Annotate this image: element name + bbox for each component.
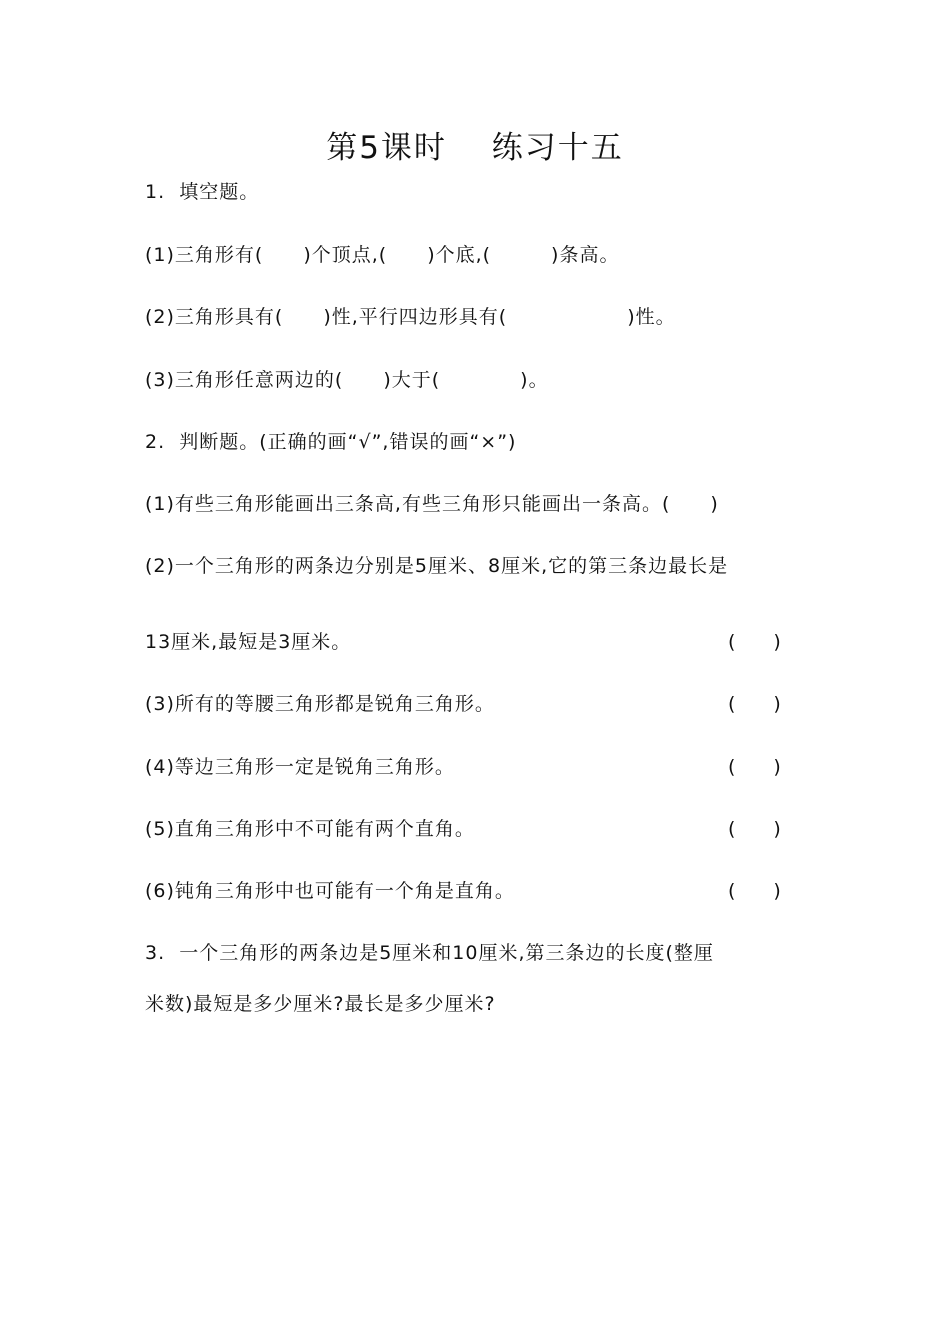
judge-item-2-line1: (2)一个三角形的两条边分别是5厘米、8厘米,它的第三条边最长是 (145, 555, 729, 577)
judge-item-6: (6)钝角三角形中也可能有一个角是直角。 (145, 880, 515, 902)
judge-item-4: (4)等边三角形一定是锐角三角形。 (145, 756, 455, 778)
section1-heading: 1. 填空题。 (145, 181, 260, 203)
page-title: 第5课时 练习十五 (326, 130, 624, 166)
section3-line2: 米数)最短是多少厘米?最长是多少厘米? (145, 993, 496, 1015)
section3-line1: 3. 一个三角形的两条边是5厘米和10厘米,第三条边的长度(整厘 (145, 942, 714, 964)
fill-item-2: (2)三角形具有( )性,平行四边形具有( )性。 (145, 306, 676, 328)
judge-item-3: (3)所有的等腰三角形都是锐角三角形。 (145, 693, 495, 715)
answer-bracket: ( ) (728, 631, 781, 653)
judge-item-1: (1)有些三角形能画出三条高,有些三角形只能画出一条高。( ) (145, 493, 719, 515)
answer-bracket: ( ) (728, 756, 781, 778)
answer-bracket: ( ) (728, 693, 781, 715)
section2-heading: 2. 判断题。(正确的画“√”,错误的画“×”) (145, 431, 517, 453)
fill-item-3: (3)三角形任意两边的( )大于( )。 (145, 369, 549, 391)
fill-item-1: (1)三角形有( )个顶点,( )个底,( )条高。 (145, 244, 620, 266)
judge-item-2-line2: 13厘米,最短是3厘米。 (145, 631, 352, 653)
answer-bracket: ( ) (728, 880, 781, 902)
judge-item-5: (5)直角三角形中不可能有两个直角。 (145, 818, 475, 840)
answer-bracket: ( ) (728, 818, 781, 840)
